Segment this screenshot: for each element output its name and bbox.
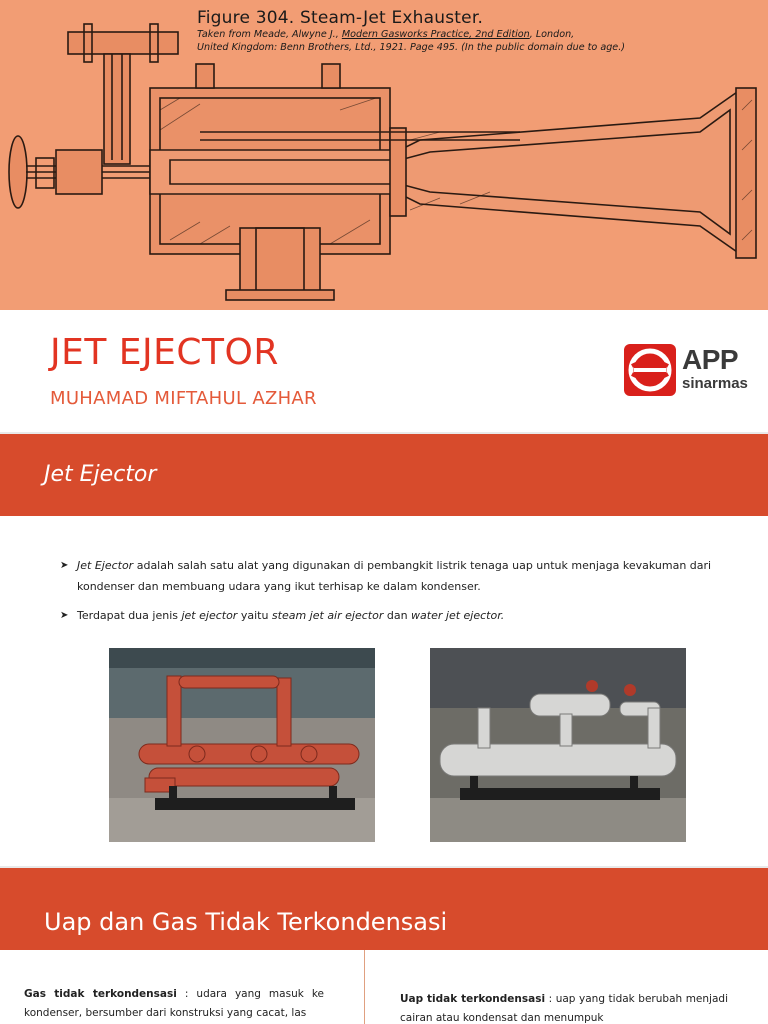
figure-source-book: Modern Gasworks Practice, 2nd Edition — [341, 29, 530, 40]
section-header-uap-gas — [0, 868, 768, 950]
logo-text-app: APP — [682, 344, 739, 375]
section-header-jet-ejector — [0, 434, 768, 516]
steam-jet-ejector-photo — [109, 648, 375, 842]
definition-text: : udara yang masuk ke kondenser, bersumber dari konstruksi yang cacat, las — [24, 988, 324, 1019]
bullet-text: yaitu — [237, 609, 272, 622]
arrow-bullet-icon: ➤ — [60, 560, 69, 571]
bullet-term: Jet Ejector — [77, 559, 134, 572]
figure-illustration — [0, 0, 768, 310]
logo-text-sinarmas: sinarmas — [682, 375, 748, 392]
bullet-text: dan — [383, 609, 412, 622]
figure-source-text: Taken from Meade, Alwyne J., — [197, 29, 342, 40]
water-jet-ejector-photo — [430, 648, 686, 842]
bullet-text: Terdapat dua jenis — [77, 609, 182, 622]
figure-caption — [197, 8, 757, 54]
definition-term: Uap tidak terkondensasi — [400, 993, 546, 1005]
figure-source-text-end: , London, — [529, 29, 575, 40]
slide-title: JET EJECTOR — [50, 332, 279, 373]
bullet-term: water jet ejector. — [411, 609, 505, 622]
figure-source-line-1 — [197, 28, 757, 41]
bullet-list — [60, 555, 720, 634]
author-name: MUHAMAD MIFTAHUL AZHAR — [50, 388, 317, 409]
app-logo-icon — [624, 344, 676, 396]
title-section — [0, 310, 768, 432]
bullet-term: jet ejector — [181, 609, 238, 622]
arrow-bullet-icon: ➤ — [60, 610, 69, 621]
column-divider — [364, 950, 365, 1024]
definition-text: : uap yang tidak berubah menjadi cairan atau kondensat dan menumpuk — [400, 993, 728, 1024]
figure-source-line-2: United Kingdom: Benn Brothers, Ltd., 1921. Page 495. (In the public domain due to age.) — [197, 42, 625, 53]
section-title: Jet Ejector — [44, 462, 157, 487]
figure-title: Figure 304. Steam-Jet Exhauster. — [197, 8, 484, 28]
app-sinarmas-logo — [624, 344, 754, 396]
bullet-item — [60, 605, 720, 626]
bullet-text: adalah salah satu alat yang digunakan di pembangkit listrik tenaga uap untuk menjaga kevakuman dari kondenser dan membuang udara yang ikut terhisap ke dalam kondenser. — [77, 559, 712, 593]
bullet-item — [60, 555, 720, 597]
definition-gas — [24, 985, 324, 1023]
section-title: Uap dan Gas Tidak Terkondensasi — [44, 908, 448, 936]
definition-uap — [400, 990, 728, 1024]
definition-term: Gas tidak terkondensasi — [24, 988, 177, 1000]
bullet-term: steam jet air ejector — [271, 609, 384, 622]
